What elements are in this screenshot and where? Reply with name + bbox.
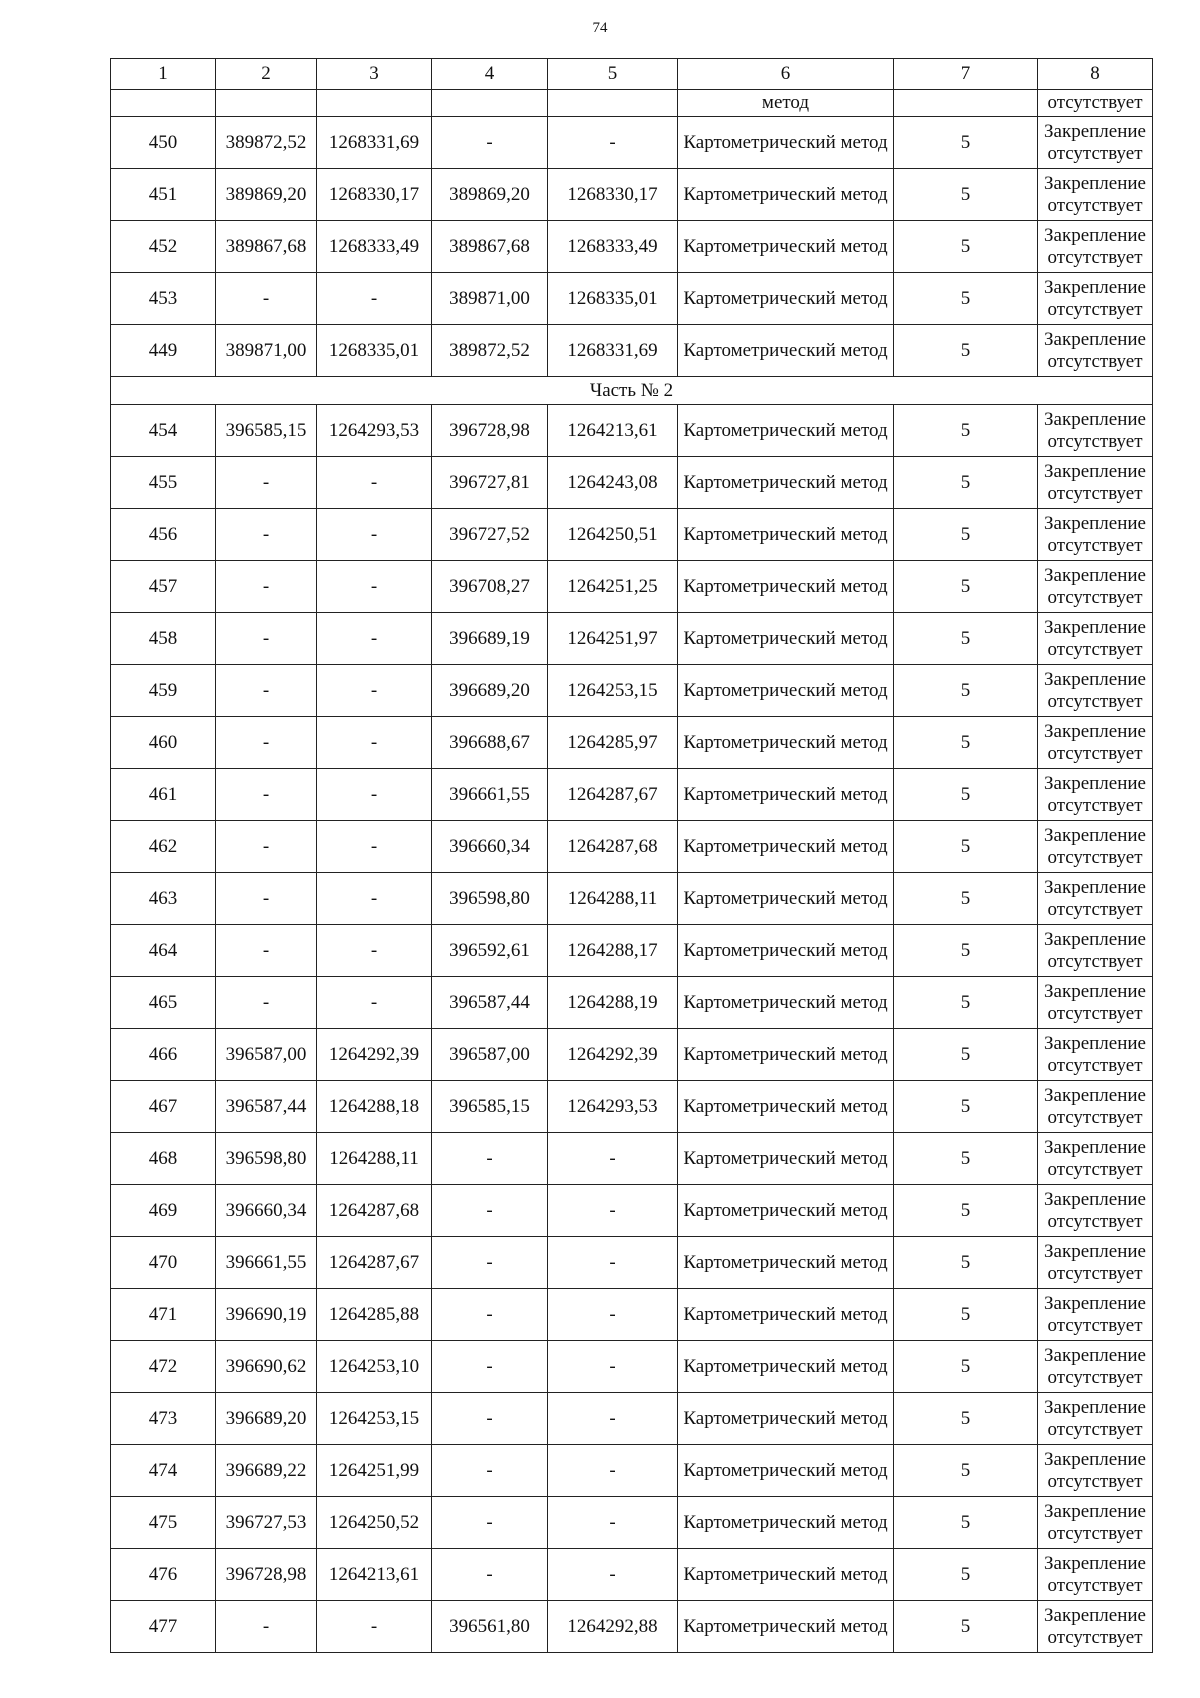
table-cell: 5 bbox=[894, 1601, 1038, 1653]
table-cell: - bbox=[216, 665, 317, 717]
table-cell: 5 bbox=[894, 1237, 1038, 1289]
table-cell: - bbox=[548, 1497, 678, 1549]
table-cell: 5 bbox=[894, 1393, 1038, 1445]
table-cell: Картометрический метод bbox=[678, 769, 894, 821]
table-cell: 396708,27 bbox=[432, 561, 548, 613]
table-cell: 475 bbox=[111, 1497, 216, 1549]
table-cell: 5 bbox=[894, 977, 1038, 1029]
table-cell bbox=[317, 90, 432, 117]
table-cell: Закрепление отсутствует bbox=[1038, 509, 1153, 561]
table-cell: 469 bbox=[111, 1185, 216, 1237]
table-cell: - bbox=[317, 977, 432, 1029]
table-cell bbox=[894, 90, 1038, 117]
table-cell: 470 bbox=[111, 1237, 216, 1289]
table-cell: - bbox=[317, 457, 432, 509]
table-cell: 465 bbox=[111, 977, 216, 1029]
table-cell: отсутствует bbox=[1038, 90, 1153, 117]
table-cell: Картометрический метод bbox=[678, 117, 894, 169]
table-cell: 396661,55 bbox=[216, 1237, 317, 1289]
table-cell: 466 bbox=[111, 1029, 216, 1081]
table-cell: 1264243,08 bbox=[548, 457, 678, 509]
table-cell: 5 bbox=[894, 1549, 1038, 1601]
table-cell: - bbox=[317, 561, 432, 613]
table-cell: - bbox=[548, 1393, 678, 1445]
table-cell: 1268331,69 bbox=[548, 325, 678, 377]
table-row bbox=[111, 769, 1153, 821]
table-row bbox=[111, 613, 1153, 665]
table-row bbox=[111, 405, 1153, 457]
table-cell: Картометрический метод bbox=[678, 1601, 894, 1653]
table-cell: 1264288,11 bbox=[548, 873, 678, 925]
table-cell: 1264288,18 bbox=[317, 1081, 432, 1133]
table-cell: 396561,80 bbox=[432, 1601, 548, 1653]
table-cell: - bbox=[432, 1549, 548, 1601]
table-cell: 1268335,01 bbox=[548, 273, 678, 325]
table-row bbox=[111, 1289, 1153, 1341]
table-cell: 454 bbox=[111, 405, 216, 457]
table-cell: - bbox=[432, 1185, 548, 1237]
table-cell: Закрепление отсутствует bbox=[1038, 1081, 1153, 1133]
table-cell: Закрепление отсутствует bbox=[1038, 717, 1153, 769]
table-cell: 5 bbox=[894, 169, 1038, 221]
column-header: 7 bbox=[894, 59, 1038, 90]
table-cell: Закрепление отсутствует bbox=[1038, 769, 1153, 821]
table-cell: Закрепление отсутствует bbox=[1038, 1185, 1153, 1237]
column-header: 5 bbox=[548, 59, 678, 90]
table-cell: Закрепление отсутствует bbox=[1038, 457, 1153, 509]
part-row bbox=[111, 377, 1153, 405]
table-cell: 467 bbox=[111, 1081, 216, 1133]
table-cell bbox=[111, 90, 216, 117]
table-cell: - bbox=[216, 561, 317, 613]
table-cell: 460 bbox=[111, 717, 216, 769]
table-cell: Картометрический метод bbox=[678, 405, 894, 457]
table-cell: Закрепление отсутствует bbox=[1038, 1601, 1153, 1653]
table-cell: - bbox=[548, 117, 678, 169]
table-cell: 389867,68 bbox=[216, 221, 317, 273]
table-row bbox=[111, 821, 1153, 873]
table-cell: 468 bbox=[111, 1133, 216, 1185]
table-cell: - bbox=[548, 1237, 678, 1289]
table-cell: - bbox=[548, 1341, 678, 1393]
table-cell: 452 bbox=[111, 221, 216, 273]
column-header: 1 bbox=[111, 59, 216, 90]
table-cell: 464 bbox=[111, 925, 216, 977]
table-cell: 474 bbox=[111, 1445, 216, 1497]
table-cell: - bbox=[432, 1393, 548, 1445]
table-cell: Картометрический метод bbox=[678, 457, 894, 509]
table-cell: 1264253,15 bbox=[548, 665, 678, 717]
table-cell: 1264288,11 bbox=[317, 1133, 432, 1185]
table-cell: 453 bbox=[111, 273, 216, 325]
table-cell: Картометрический метод bbox=[678, 1341, 894, 1393]
table-cell: Картометрический метод bbox=[678, 873, 894, 925]
table-cell: 1264292,39 bbox=[317, 1029, 432, 1081]
table-cell: Картометрический метод bbox=[678, 1081, 894, 1133]
table-cell: - bbox=[216, 717, 317, 769]
table-cell: 5 bbox=[894, 325, 1038, 377]
table-cell: Закрепление отсутствует bbox=[1038, 665, 1153, 717]
table-row bbox=[111, 977, 1153, 1029]
table-cell: 1268331,69 bbox=[317, 117, 432, 169]
table-cell: 396690,19 bbox=[216, 1289, 317, 1341]
table-cell: 5 bbox=[894, 1029, 1038, 1081]
table-row bbox=[111, 873, 1153, 925]
table-cell: 1264285,88 bbox=[317, 1289, 432, 1341]
table-cell: - bbox=[432, 1237, 548, 1289]
table-cell: 5 bbox=[894, 1341, 1038, 1393]
table-cell: - bbox=[432, 1497, 548, 1549]
table-cell: 5 bbox=[894, 1497, 1038, 1549]
table-cell: 5 bbox=[894, 613, 1038, 665]
table-cell: Закрепление отсутствует bbox=[1038, 873, 1153, 925]
table-cell: Картометрический метод bbox=[678, 821, 894, 873]
table-cell: Картометрический метод bbox=[678, 717, 894, 769]
table-cell: - bbox=[548, 1133, 678, 1185]
table-cell: 459 bbox=[111, 665, 216, 717]
table-cell: 5 bbox=[894, 1289, 1038, 1341]
table-cell: 5 bbox=[894, 221, 1038, 273]
table-cell: 5 bbox=[894, 117, 1038, 169]
table-cell: 462 bbox=[111, 821, 216, 873]
table-cell: - bbox=[317, 273, 432, 325]
table-cell: 1264251,97 bbox=[548, 613, 678, 665]
table-cell: Закрепление отсутствует bbox=[1038, 561, 1153, 613]
table-row bbox=[111, 169, 1153, 221]
table-cell: - bbox=[216, 509, 317, 561]
table-cell: 5 bbox=[894, 665, 1038, 717]
table-cell: 1264287,68 bbox=[548, 821, 678, 873]
table-cell: Закрепление отсутствует bbox=[1038, 1497, 1153, 1549]
table-cell: - bbox=[432, 1289, 548, 1341]
table-cell: Картометрический метод bbox=[678, 325, 894, 377]
table-cell: Закрепление отсутствует bbox=[1038, 117, 1153, 169]
table-cell: Закрепление отсутствует bbox=[1038, 1237, 1153, 1289]
table-cell: - bbox=[317, 873, 432, 925]
table-row bbox=[111, 925, 1153, 977]
table-cell: 450 bbox=[111, 117, 216, 169]
table-cell: 463 bbox=[111, 873, 216, 925]
table-cell: 1264287,67 bbox=[548, 769, 678, 821]
continuation-row bbox=[111, 90, 1153, 117]
table-cell: 451 bbox=[111, 169, 216, 221]
column-header: 4 bbox=[432, 59, 548, 90]
table-cell bbox=[216, 90, 317, 117]
table-cell: 5 bbox=[894, 405, 1038, 457]
column-header: 8 bbox=[1038, 59, 1153, 90]
table-row bbox=[111, 1185, 1153, 1237]
table-row bbox=[111, 561, 1153, 613]
table-cell: - bbox=[317, 821, 432, 873]
table-cell: Закрепление отсутствует bbox=[1038, 221, 1153, 273]
table-cell: Картометрический метод bbox=[678, 925, 894, 977]
table-cell: 1264251,25 bbox=[548, 561, 678, 613]
table-cell: 471 bbox=[111, 1289, 216, 1341]
table-cell: 396689,19 bbox=[432, 613, 548, 665]
table-cell: 458 bbox=[111, 613, 216, 665]
table-cell: - bbox=[216, 977, 317, 1029]
table-cell: - bbox=[216, 925, 317, 977]
table-cell: 5 bbox=[894, 1445, 1038, 1497]
table-cell bbox=[432, 90, 548, 117]
table-cell: 5 bbox=[894, 717, 1038, 769]
table-cell: Закрепление отсутствует bbox=[1038, 1289, 1153, 1341]
table-cell: 1264292,88 bbox=[548, 1601, 678, 1653]
table-cell: Картометрический метод bbox=[678, 561, 894, 613]
table-cell: Картометрический метод bbox=[678, 1185, 894, 1237]
table-cell: Картометрический метод bbox=[678, 509, 894, 561]
table-cell bbox=[548, 90, 678, 117]
table-cell: Закрепление отсутствует bbox=[1038, 169, 1153, 221]
table-row bbox=[111, 1601, 1153, 1653]
table-row bbox=[111, 665, 1153, 717]
table-cell: Картометрический метод bbox=[678, 169, 894, 221]
table-cell: 396688,67 bbox=[432, 717, 548, 769]
table-cell: - bbox=[548, 1185, 678, 1237]
table-cell: Картометрический метод bbox=[678, 1289, 894, 1341]
table-cell: - bbox=[432, 1133, 548, 1185]
table-cell: Закрепление отсутствует bbox=[1038, 405, 1153, 457]
table-cell: 457 bbox=[111, 561, 216, 613]
table-cell: - bbox=[317, 613, 432, 665]
table-cell: 389871,00 bbox=[432, 273, 548, 325]
table-cell: 1268330,17 bbox=[548, 169, 678, 221]
table-row bbox=[111, 1497, 1153, 1549]
table-cell: 1264285,97 bbox=[548, 717, 678, 769]
table-row bbox=[111, 1549, 1153, 1601]
table-cell: 396689,20 bbox=[216, 1393, 317, 1445]
table-cell: 389869,20 bbox=[432, 169, 548, 221]
table-cell: - bbox=[317, 509, 432, 561]
table-cell: - bbox=[317, 769, 432, 821]
table-cell: 396598,80 bbox=[216, 1133, 317, 1185]
table-cell: Картометрический метод bbox=[678, 1497, 894, 1549]
table-cell: 389872,52 bbox=[216, 117, 317, 169]
table-cell: 1264288,19 bbox=[548, 977, 678, 1029]
table-body bbox=[111, 59, 1153, 1653]
table-cell: Закрепление отсутствует bbox=[1038, 325, 1153, 377]
table-row bbox=[111, 1393, 1153, 1445]
table-cell: 396585,15 bbox=[432, 1081, 548, 1133]
table-cell: 1264288,17 bbox=[548, 925, 678, 977]
table-cell: 1264293,53 bbox=[317, 405, 432, 457]
table-cell: 389867,68 bbox=[432, 221, 548, 273]
table-cell: 1264293,53 bbox=[548, 1081, 678, 1133]
table-cell: Закрепление отсутствует bbox=[1038, 977, 1153, 1029]
table-cell: - bbox=[548, 1445, 678, 1497]
table-cell: 1264253,10 bbox=[317, 1341, 432, 1393]
table-cell: 5 bbox=[894, 509, 1038, 561]
table-cell: 396660,34 bbox=[216, 1185, 317, 1237]
table-row bbox=[111, 221, 1153, 273]
table-cell: 396728,98 bbox=[432, 405, 548, 457]
table-cell: 5 bbox=[894, 273, 1038, 325]
table-cell: 396727,52 bbox=[432, 509, 548, 561]
table-cell: 1268330,17 bbox=[317, 169, 432, 221]
table-cell: Закрепление отсутствует bbox=[1038, 1549, 1153, 1601]
table-row bbox=[111, 457, 1153, 509]
table-cell: 396592,61 bbox=[432, 925, 548, 977]
table-cell: - bbox=[216, 457, 317, 509]
table-cell: Картометрический метод bbox=[678, 1549, 894, 1601]
table-cell: - bbox=[216, 769, 317, 821]
table-cell: 455 bbox=[111, 457, 216, 509]
table-cell: Закрепление отсутствует bbox=[1038, 1133, 1153, 1185]
column-header: 6 bbox=[678, 59, 894, 90]
table-row bbox=[111, 273, 1153, 325]
table-cell: 449 bbox=[111, 325, 216, 377]
table-cell: 1264251,99 bbox=[317, 1445, 432, 1497]
table-cell: - bbox=[548, 1289, 678, 1341]
table-row bbox=[111, 1133, 1153, 1185]
table-cell: - bbox=[216, 1601, 317, 1653]
table-cell: 5 bbox=[894, 873, 1038, 925]
table-cell: 5 bbox=[894, 1133, 1038, 1185]
table-cell: 5 bbox=[894, 1081, 1038, 1133]
table-row bbox=[111, 325, 1153, 377]
table-cell: 1264253,15 bbox=[317, 1393, 432, 1445]
table-cell: Картометрический метод bbox=[678, 1133, 894, 1185]
column-header: 3 bbox=[317, 59, 432, 90]
table-cell: 1264213,61 bbox=[317, 1549, 432, 1601]
table-cell: Картометрический метод bbox=[678, 1445, 894, 1497]
table-cell: - bbox=[216, 273, 317, 325]
table-row bbox=[111, 1081, 1153, 1133]
table-cell: 1268333,49 bbox=[317, 221, 432, 273]
table-cell: 1264213,61 bbox=[548, 405, 678, 457]
table-cell: 473 bbox=[111, 1393, 216, 1445]
table-cell: - bbox=[216, 613, 317, 665]
table-cell: - bbox=[432, 1341, 548, 1393]
table-cell: Картометрический метод bbox=[678, 665, 894, 717]
table-cell: Закрепление отсутствует bbox=[1038, 613, 1153, 665]
table-cell: Закрепление отсутствует bbox=[1038, 1445, 1153, 1497]
table-cell: 1264287,67 bbox=[317, 1237, 432, 1289]
table-cell: 1264250,52 bbox=[317, 1497, 432, 1549]
table-cell: Картометрический метод bbox=[678, 1393, 894, 1445]
table-cell: 5 bbox=[894, 821, 1038, 873]
table-cell: 5 bbox=[894, 457, 1038, 509]
table-cell: метод bbox=[678, 90, 894, 117]
table-cell: 456 bbox=[111, 509, 216, 561]
table-row bbox=[111, 1237, 1153, 1289]
table-cell: 5 bbox=[894, 1185, 1038, 1237]
table-cell: 396598,80 bbox=[432, 873, 548, 925]
table-cell: - bbox=[216, 821, 317, 873]
table-row bbox=[111, 1445, 1153, 1497]
table-cell: 5 bbox=[894, 925, 1038, 977]
table-cell: 1264250,51 bbox=[548, 509, 678, 561]
table-cell: 396727,81 bbox=[432, 457, 548, 509]
table-cell: Картометрический метод bbox=[678, 613, 894, 665]
table-cell: Картометрический метод bbox=[678, 1237, 894, 1289]
table-cell: Картометрический метод bbox=[678, 221, 894, 273]
table-cell: 1268335,01 bbox=[317, 325, 432, 377]
table-cell: 396690,62 bbox=[216, 1341, 317, 1393]
table-cell: - bbox=[317, 665, 432, 717]
table-cell: - bbox=[432, 1445, 548, 1497]
table-cell: 1264287,68 bbox=[317, 1185, 432, 1237]
table-cell: - bbox=[548, 1549, 678, 1601]
table-cell: Закрепление отсутствует bbox=[1038, 273, 1153, 325]
header-row bbox=[111, 59, 1153, 90]
table-cell: 5 bbox=[894, 769, 1038, 821]
table-cell: 396585,15 bbox=[216, 405, 317, 457]
table-cell: Картометрический метод bbox=[678, 977, 894, 1029]
table-row bbox=[111, 509, 1153, 561]
table-cell: 396587,00 bbox=[432, 1029, 548, 1081]
page-number: 74 bbox=[592, 20, 608, 36]
table-cell: 396689,20 bbox=[432, 665, 548, 717]
table-cell: 396660,34 bbox=[432, 821, 548, 873]
table-cell: 396587,00 bbox=[216, 1029, 317, 1081]
table-cell: 477 bbox=[111, 1601, 216, 1653]
table-cell: Картометрический метод bbox=[678, 1029, 894, 1081]
table-cell: 1264292,39 bbox=[548, 1029, 678, 1081]
table-cell: 396587,44 bbox=[432, 977, 548, 1029]
table-cell: - bbox=[216, 873, 317, 925]
table-cell: Картометрический метод bbox=[678, 273, 894, 325]
table-cell: Закрепление отсутствует bbox=[1038, 821, 1153, 873]
table-cell: 389871,00 bbox=[216, 325, 317, 377]
table-row bbox=[111, 1029, 1153, 1081]
table-cell: 476 bbox=[111, 1549, 216, 1601]
part-label: Часть № 2 bbox=[111, 377, 1153, 405]
table-cell: 389869,20 bbox=[216, 169, 317, 221]
table-cell: 1268333,49 bbox=[548, 221, 678, 273]
table-row bbox=[111, 1341, 1153, 1393]
table-cell: 5 bbox=[894, 561, 1038, 613]
table-cell: 396587,44 bbox=[216, 1081, 317, 1133]
table-cell: Закрепление отсутствует bbox=[1038, 1341, 1153, 1393]
table-cell: 396661,55 bbox=[432, 769, 548, 821]
column-header: 2 bbox=[216, 59, 317, 90]
table-cell: 461 bbox=[111, 769, 216, 821]
table-cell: - bbox=[317, 717, 432, 769]
table-cell: - bbox=[317, 1601, 432, 1653]
table-row bbox=[111, 117, 1153, 169]
table-cell: Закрепление отсутствует bbox=[1038, 1029, 1153, 1081]
table-cell: 389872,52 bbox=[432, 325, 548, 377]
table-cell: Закрепление отсутствует bbox=[1038, 925, 1153, 977]
table-row bbox=[111, 717, 1153, 769]
table-cell: Закрепление отсутствует bbox=[1038, 1393, 1153, 1445]
table-cell: 396728,98 bbox=[216, 1549, 317, 1601]
table-cell: - bbox=[317, 925, 432, 977]
table-cell: 396689,22 bbox=[216, 1445, 317, 1497]
table-cell: 472 bbox=[111, 1341, 216, 1393]
table-cell: 396727,53 bbox=[216, 1497, 317, 1549]
coordinates-table bbox=[110, 58, 1153, 1653]
table-cell: - bbox=[432, 117, 548, 169]
